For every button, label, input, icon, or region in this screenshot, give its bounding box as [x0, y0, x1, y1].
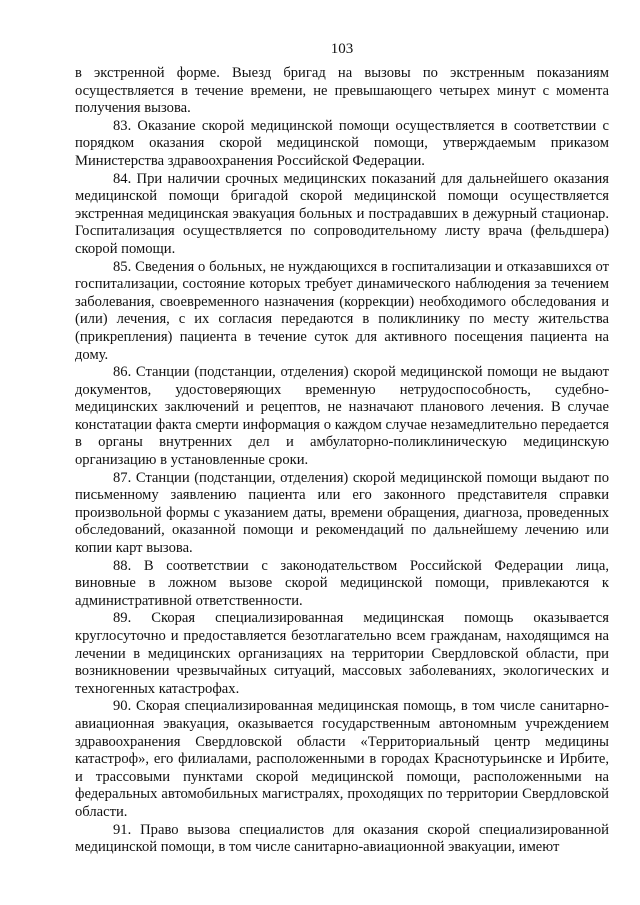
page-number: 103: [330, 41, 354, 57]
paragraph-84: 84. При наличии срочных медицинских показаний для дальнейшего оказания медицинской помощи бригадой скорой медицинской помощи осуществляется экстренная медицинская эвакуация больных и пострадавших в дежурный стационар. Госпитализация осуществляется по сопроводительному листу врача (фельдшера) скорой помощи.: [75, 170, 609, 257]
paragraph-86: 86. Станции (подстанции, отделения) скорой медицинской помощи не выдают документов, удостоверяющих временную нетрудоспособность, судебно-медицинских заключений и рецептов, не назначают планового лечения. В случае констатации факта смерти информация о каждом случае незамедлительно передается в органы внутренних дел и амбулаторно-поликлиническую медицинскую организацию в установленные сроки.: [75, 364, 609, 469]
paragraph-90: 90. Скорая специализированная медицинская помощь, в том числе санитарно-авиационная эвакуация, оказывается государственным автономным учреждением здравоохранения Свердловской области «Территориальный центр медицины катастроф», его филиалами, расположенными в городах Краснотурьинске и Ирбите, и трассовыми пунктами скорой медицинской помощи, расположенными на федеральных автомобильных магистралях, проходящих по территории Свердловской области.: [75, 698, 609, 820]
paragraph-85: 85. Сведения о больных, не нуждающихся в госпитализации и отказавшихся от госпитализации, состояние которых требует динамического наблюдения за течением заболевания, своевременного назначения (коррекции) необходимого обследования и (или) лечения, с их согласия передаются в поликлинику по месту жительства (прикрепления) пациента в течение суток для активного посещения пациента на дому.: [75, 258, 609, 363]
paragraph-88: 88. В соответствии с законодательством Российской Федерации лица, виновные в ложном вызове скорой медицинской помощи, привлекаются к административной ответственности.: [75, 557, 609, 609]
paragraph-87: 87. Станции (подстанции, отделения) скорой медицинской помощи выдают по письменному заявлению пациента или его законного представителя справки произвольной формы с указанием даты, времени обращения, диагноза, проведенных обследований, оказанной помощи и рекомендаций по дальнейшему лечению или копии карт вызова.: [75, 469, 609, 557]
paragraph-91: 91. Право вызова специалистов для оказания скорой специализированной медицинской помощи, в том числе санитарно-авиационной эвакуации, имеют: [75, 821, 609, 856]
document-page: [75, 38, 609, 857]
paragraph-continuation: в экстренной форме. Выезд бригад на вызовы по экстренным показаниям осуществляется в течение времени, не превышающего четырех минут с момента получения вызова.: [75, 65, 609, 117]
paragraph-89: 89. Скорая специализированная медицинская помощь оказывается круглосуточно и предоставляется безотлагательно всем гражданам, находящимся на лечении в медицинских организациях на территории Свердловской области, при возникновении чрезвычайных ситуаций, массовых заболеваниях, экологических и техногенных катастрофах.: [75, 610, 609, 697]
paragraph-83: 83. Оказание скорой медицинской помощи осуществляется в соответствии с порядком оказания скорой медицинской помощи, утверждаемым приказом Министерства здравоохранения Российской Федерации.: [75, 117, 609, 169]
